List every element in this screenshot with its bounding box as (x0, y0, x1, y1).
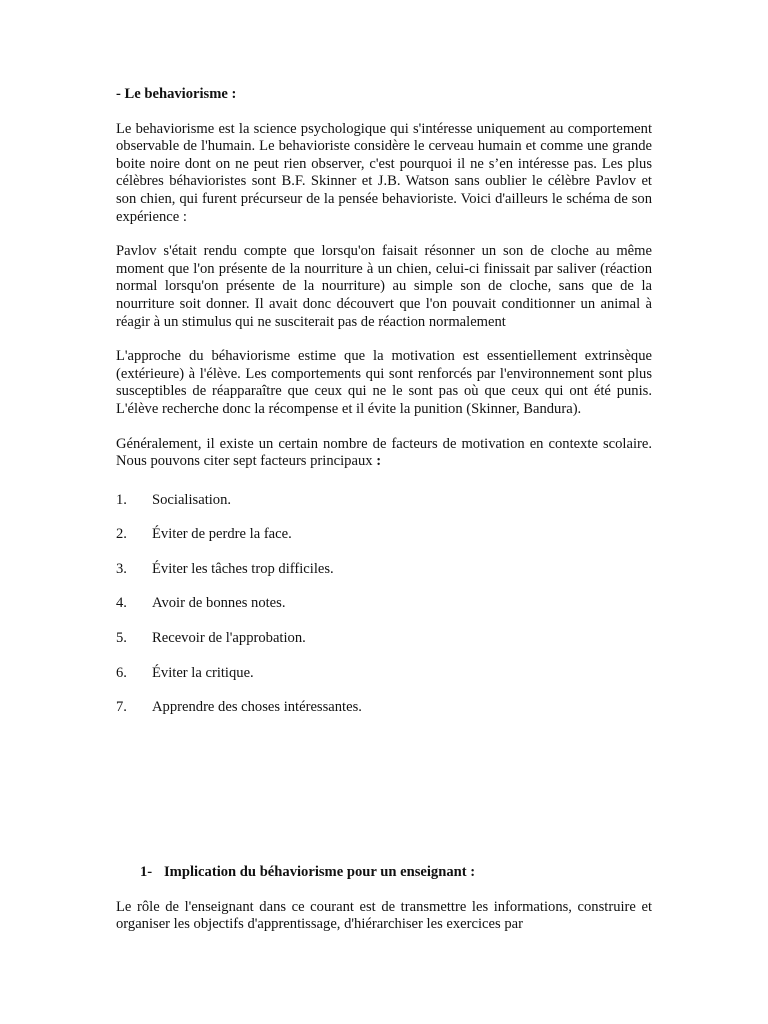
subsection-heading (140, 864, 652, 882)
paragraph-pavlov: Pavlov s'était rendu compte que lorsqu'on faisait résonner un son de cloche au même moment que l'on présente de la nourriture à un chien, celui-ci finissait par saliver (réaction normal lorsqu'on présente de la nourriture) au simple son de cloche, sans que de la nourriture soit donner. Il avait donc découvert que l'on pouvait conditionner un animal à réagir à un stimulus qui ne susciterait pas de réaction normalement (116, 243, 652, 330)
list-item-number: 5. (116, 630, 127, 647)
list-item (116, 595, 652, 613)
list-item-text: Avoir de bonnes notes. (152, 595, 286, 612)
list-item (116, 665, 652, 683)
document-body (116, 86, 652, 734)
list-item-number: 4. (116, 595, 127, 612)
factors-intro-colon: : (376, 453, 382, 470)
list-item-text: Recevoir de l'approbation. (152, 630, 306, 647)
list-item (116, 492, 652, 510)
list-item (116, 526, 652, 544)
list-item-text: Éviter de perdre la face. (152, 526, 292, 543)
list-item-number: 6. (116, 664, 127, 681)
list-item (116, 561, 652, 579)
list-item-text: Éviter la critique. (152, 664, 254, 681)
list-item-number: 3. (116, 560, 127, 577)
list-item (116, 630, 652, 648)
list-item-number: 7. (116, 699, 127, 716)
list-item-number: 2. (116, 526, 127, 543)
list-item-text: Éviter les tâches trop difficiles. (152, 560, 334, 577)
paragraph-motivation: L'approche du béhaviorisme estime que la motivation est essentiellement extrinsèque (extérieure) à l'élève. Les comportements qui sont renforcés par l'environnement sont plus susceptibles de réapparaître que ceux qui ne le sont pas où que ceux qui ont été punis. L'élève recherche donc la récompense et il évite la punition (Skinner, Bandura). (116, 348, 652, 417)
factors-intro-text: Généralement, il existe un certain nombre de facteurs de motivation en contexte scolaire. Nous pouvons citer sept facteurs principaux (116, 435, 652, 470)
subsection-number: 1- (140, 864, 153, 880)
subsection-title: Implication du béhaviorisme pour un enseignant : (164, 864, 476, 880)
list-item-number: 1. (116, 491, 127, 508)
paragraph-teacher-role: Le rôle de l'enseignant dans ce courant est de transmettre les informations, construire et organiser les objectifs d'apprentissage, d'hiérarchiser les exercices par (116, 898, 652, 933)
list-item-text: Socialisation. (152, 491, 232, 508)
section-heading-behaviorisme: - Le behaviorisme : (116, 86, 237, 102)
section-implication (116, 864, 652, 951)
paragraph-factors-intro (116, 436, 652, 471)
factors-list (116, 492, 652, 717)
paragraph-definition: Le behaviorisme est la science psychologique qui s'intéresse uniquement au comportement observable de l'humain. Le behavioriste considère le cerveau humain et comme une grande boite noire dont on ne peut rien observer, c'est pourquoi il ne s’en intéresse pas. Les plus célèbres béhavioristes sont B.F. Skinner et J.B. Watson sans oublier le célèbre Pavlov et son chien, qui furent précurseur de la pensée behavioriste. Voici d'ailleurs le schéma de son expérience : (116, 120, 652, 225)
list-item-text: Apprendre des choses intéressantes. (152, 699, 362, 716)
list-item (116, 699, 652, 717)
